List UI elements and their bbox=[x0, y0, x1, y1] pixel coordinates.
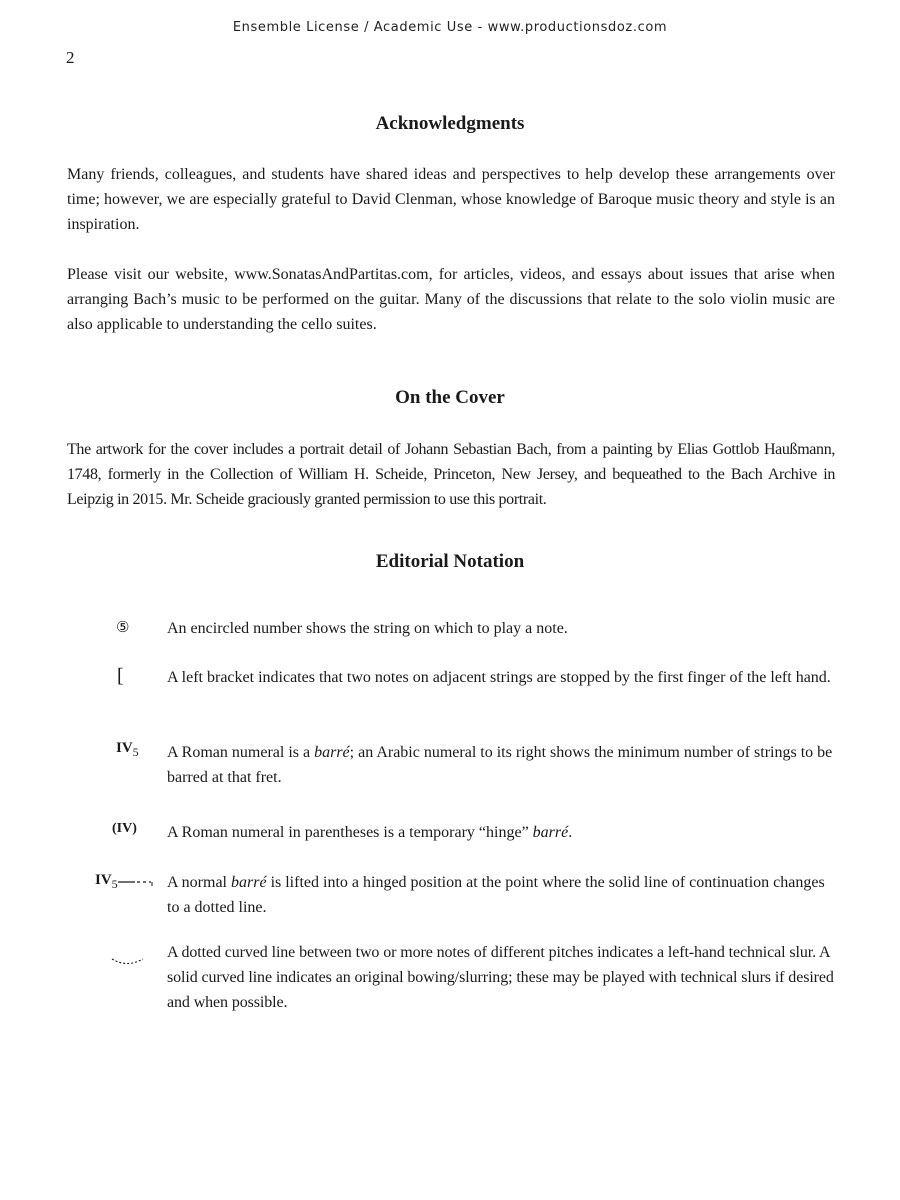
notation-item-text: An encircled number shows the string on which to play a note. bbox=[167, 620, 568, 637]
left-bracket-icon: [ bbox=[117, 665, 124, 687]
hinge-barre-numeral-icon: (IV) bbox=[112, 821, 137, 836]
barre-continuation-icon: $IV_5$ bbox=[95, 872, 118, 889]
notation-heading: Editorial Notation bbox=[375, 551, 525, 572]
barre-numeral-icon: $IV_5$ bbox=[116, 740, 139, 759]
notation-item-text: A Roman numeral is a barré; an Arabic numeral to its right shows the minimum number of strings to be barred at that fret. bbox=[167, 744, 833, 786]
cover-heading: On the Cover bbox=[395, 387, 505, 408]
continuation-line-icon bbox=[117, 875, 155, 887]
notation-item-text: A normal barré is lifted into a hinged position at the point where the solid line of continuation changes to a dotted line. bbox=[167, 874, 825, 916]
dotted-slur-icon bbox=[110, 956, 146, 970]
acknowledgments-paragraph-2: Please visit our website, www.SonatasAndPartitas.com, for articles, videos, and essays about issues that arise when arranging Bach’s music to be performed on the guitar. Many of the discussions that relate to the solo violin music are also applicable to understanding the cello suites. bbox=[67, 266, 835, 333]
encircled-number-icon: ⑤ bbox=[116, 620, 130, 636]
acknowledgments-paragraph-1: Many friends, colleagues, and students have shared ideas and perspectives to help develop these arrangements over time; however, we are especially grateful to David Clenman, whose knowledge of Baroque music theory and style is an inspiration. bbox=[67, 166, 835, 233]
notation-item-text: A dotted curved line between two or more notes of different pitches indicates a left-hand technical slur. A solid curved line indicates an original bowing/slurring; these may be played with technical slurs if desired and when possible. bbox=[167, 944, 834, 1011]
notation-item-text: A Roman numeral in parentheses is a temporary “hinge” barré. bbox=[167, 824, 573, 841]
page-number: 2 bbox=[66, 48, 75, 67]
cover-paragraph: The artwork for the cover includes a portrait detail of Johann Sebastian Bach, from a painting by Elias Gottlob Haußmann, 1748, formerly in the Collection of William H. Scheide, Princeton, New Jersey, and bequeathed to the Bach Archive in Leipzig in 2015. Mr. Scheide graciously granted permission to use this portrait. bbox=[67, 441, 835, 508]
acknowledgments-heading: Acknowledgments bbox=[375, 113, 525, 134]
license-header: Ensemble License / Academic Use - www.productionsdoz.com bbox=[232, 20, 668, 35]
notation-item-text: A left bracket indicates that two notes on adjacent strings are stopped by the first finger of the left hand. bbox=[167, 669, 831, 686]
